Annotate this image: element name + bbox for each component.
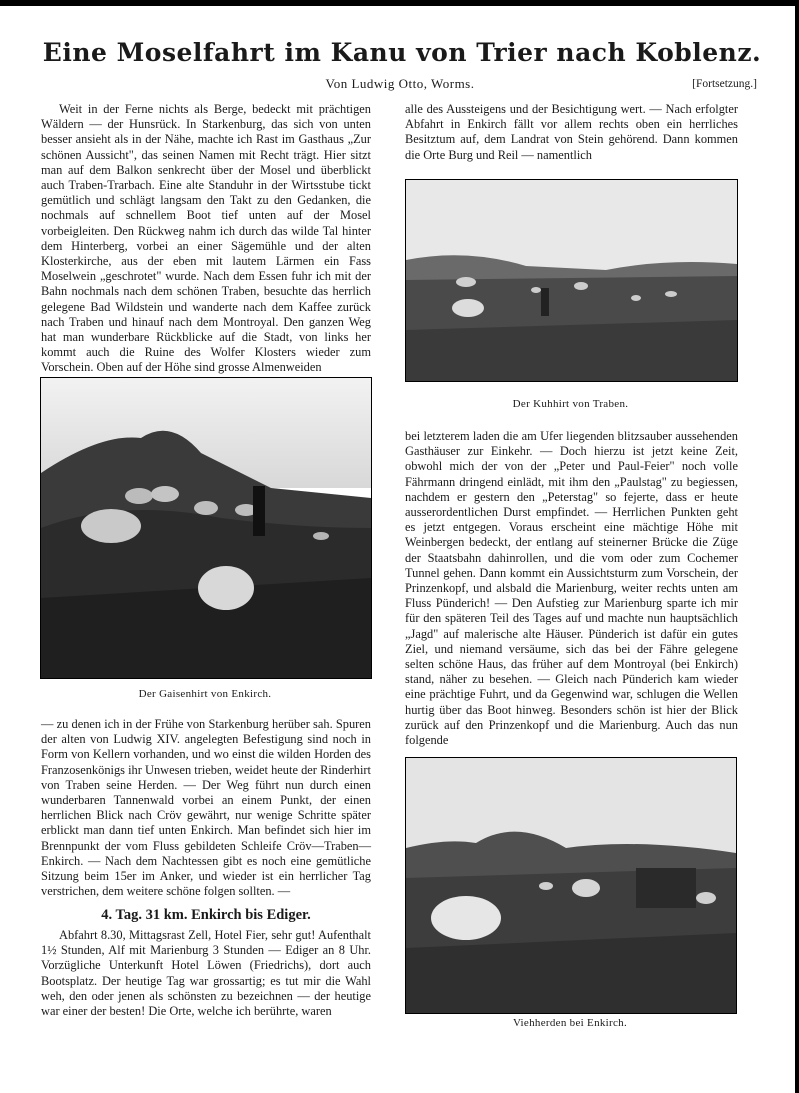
- page-border-top: [0, 0, 799, 6]
- article-title: Eine Moselfahrt im Kanu von Trier nach Koblenz.: [42, 38, 762, 67]
- herd-photo: [405, 757, 737, 1014]
- photo-caption: Der Kuhhirt von Traben.: [512, 398, 629, 410]
- right-column-mid-text: [405, 429, 738, 748]
- continuation-note: [Fortsetzung.]: [692, 78, 757, 90]
- day-heading: 4. Tag. 31 km. Enkirch bis Ediger.: [101, 907, 311, 923]
- right-column-top-text: [405, 102, 738, 163]
- goat-herd-photo: [40, 377, 372, 679]
- paragraph: — zu denen ich in der Frühe von Starkenburg herüber sah. Spuren der alten von Ludwig XIV. angelegten Befestigung sind noch in Form von Kellern vorhanden, und wo einst die wilden Horden des Franzosenkönigs ihr Unwesen trieben, weidet heute der Rinderhirt von Traben seine Herden. — Der Weg führt nun durch einen wunderbaren Tannenwald vorbei an einem Punkt, der einen herrlichen Blick nach Cröv gewährt, nur wenige Schritte später erblickt man dann tief unten Enkirch. Man befindet sich hier im Brennpunkt der vom Fluss gebildeten Schleife Cröv—Traben—Enkirch. — Nach dem Nachtessen gibt es noch eine gemütliche Sitzung beim 15er im Anker, und wieder ist ein herrlicher Tag verstrichen, dem weitere schöne folgen sollten. —: [41, 717, 371, 899]
- author-byline: Von Ludwig Otto, Worms.: [325, 76, 475, 91]
- left-column-top-text: [41, 102, 371, 376]
- paragraph: alle des Aussteigens und der Besichtigung wert. — Nach erfolgter Abfahrt in Enkirch fällt vor allem rechts oben ein herrliches Besitztum auf, dem Landrat von Stein gehörend. Dann kommen die Orte Burg und Reil — namentlich: [405, 102, 738, 162]
- paragraph: bei letzterem laden die am Ufer liegenden blitzsauber aussehenden Gasthäuser zur Einkehr. — Doch hierzu ist jetzt keine Zeit, obwohl mich der von der „Peter und Paul-Feier" noch volle Fährmann dringend einlädt, mit ihm den „Paulstag" zu begiessen, nachdem er gestern den „Peterstag" so fejerte, dass er heute ausserordentlichen Durst empfindet. — Herrlichen Punkten geht es jetzt entgegen. Voraus erscheint eine mächtige Höhe mit Weinbergen bedeckt, der entlang auf steinerner Brücke die Züge der Staatsbahn dahinrollen, und die vom oder zum Cochemer Tunnel gehen. Dann kommt ein Aussichtsturm zum Vorschein, der Prinzenkopf, und alsbald die Marienburg, weiter rechts unten am Fluss Pünderich! — Den Aufstieg zur Marienburg sparte ich mir für den späteren Teil des Tages auf und machte nun hauptsächlich „Jagd" auf malerische alte Häuser. Pünderich ist dafür ein gutes Ziel, und niemand versäume, sich das bei der Fähre gelegene selten schöne Haus, das früher auf dem Montroyal (bei Enkirch) stand, näher zu besehen. — Gleich nach Pünderich kam wieder eine prächtige Fuhrt, und da Gegenwind war, schlugen die Wellen hurtig über das Boot hinweg. Besonders schön ist hier der Blick zurück auf den Prinzenkopf und die Marienburg. Auch das nun folgende: [405, 429, 738, 748]
- page-border-right: [795, 0, 799, 1093]
- cattle-herd-photo: [405, 179, 738, 382]
- day-paragraph-block: [41, 928, 371, 1019]
- paragraph: Abfahrt 8.30, Mittagsrast Zell, Hotel Fier, sehr gut! Aufenthalt 1½ Stunden, Alf mit Marienburg 3 Stunden — Ediger an 8 Uhr. Vorzügliche Unterkunft Hotel Löwen (Friedrichs), dort auch Bootsplatz. Der heutige Tag war grossartig; es tut mir die Wahl weh, den oder jenen als schönsten zu bezeichnen — der heutige war einer der besten! Die Orte, welche ich berührte, waren: [41, 928, 371, 1019]
- photo-caption: Viehherden bei Enkirch.: [512, 1017, 628, 1029]
- paragraph: Weit in der Ferne nichts als Berge, bedeckt mit prächtigen Wäldern — der Hunsrück. In Starkenburg, das sich von unten besser ansieht als in der Nähe, machte ich Rast im Gasthaus „Zur schönen Aussicht", das seinen Namen mit Recht trägt. Hier sitzt man auf dem Balkon senkrecht über der Mosel und überblickt auch Traben-Trarbach. Eine alte Standuhr in der Wirtsstube tickt gemütlich und schlägt langsam den Takt zu den Gedanken, die nochmals auf schnellem Boot tief unten auf der Mosel vorbeigleiten. Den Rückweg nahm ich durch das wilde Tal hinter dem Hinterberg, vorbei an einer Sägemühle und der alten Klosterkirche, aus der eben mit lautem Lärmen ein Fass Moselwein „geschrotet" wurde. Nach dem Essen fuhr ich mit der Bahn nochmals nach dem schönen Traben, besuchte das herrlich gelegene Bad Wildstein und wanderte nach dem Kaffee zurück nach Traben und hinauf nach dem Montroyal. Den ganzen Weg hat man wunderbare Rückblicke auf die Stadt, von links her kommt auch die Ruine des Wolfer Klosters wieder zum Vorschein. Oben auf der Höhe sind grosse Almenweiden: [41, 102, 371, 375]
- left-column-bottom-text: [41, 717, 371, 899]
- photo-caption: Der Gaisenhirt von Enkirch.: [138, 688, 272, 700]
